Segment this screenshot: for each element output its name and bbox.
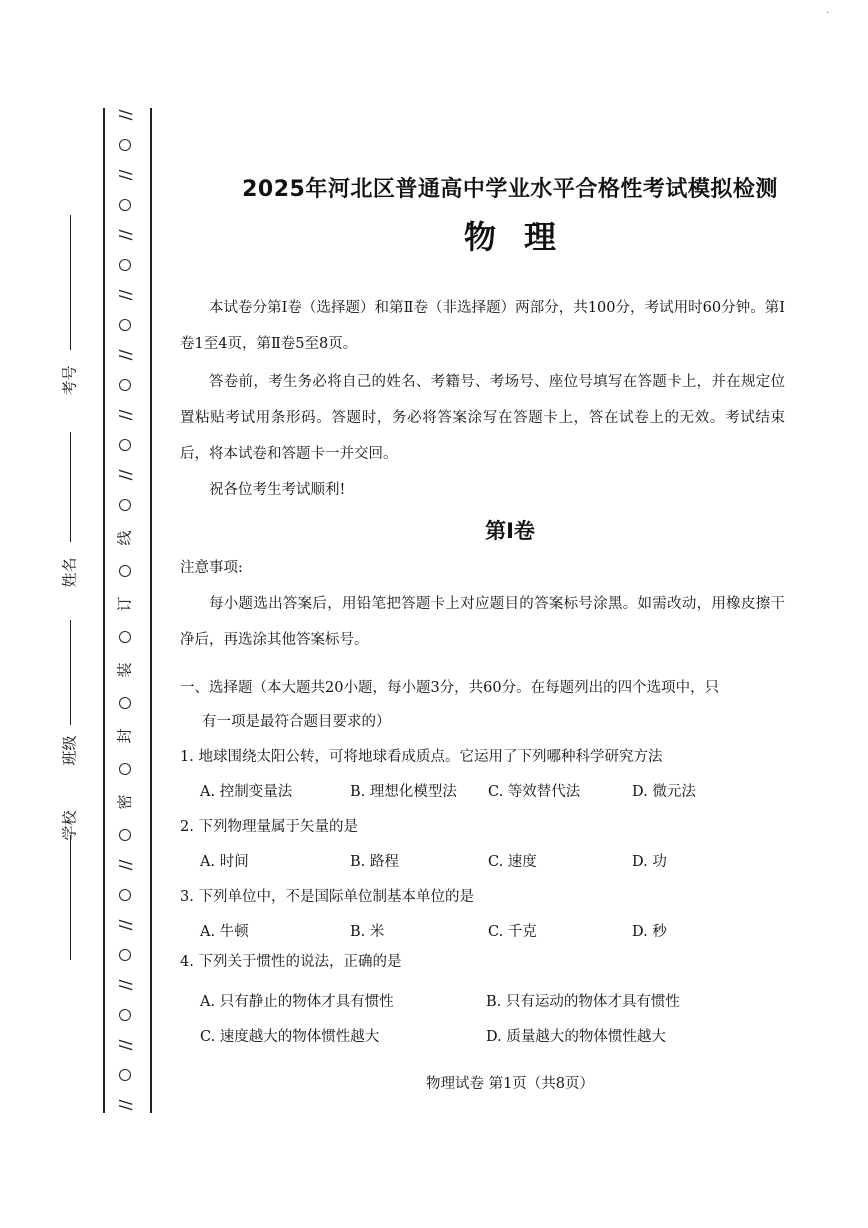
seal-slash: // <box>115 1099 134 1111</box>
intro-paragraph-1: 本试卷分第Ⅰ卷（选择题）和第Ⅱ卷（非选择题）两部分，共100分，考试用时60分钟。第Ⅰ卷1至4页，第Ⅱ卷5至8页。 <box>180 300 785 352</box>
seal-circle <box>119 259 131 271</box>
seal-circle <box>119 763 131 775</box>
corner-mark: · <box>826 8 830 19</box>
seal-circle <box>119 199 131 211</box>
seal-strip <box>110 110 140 1110</box>
seal-circle <box>119 319 131 331</box>
part-title: 第Ⅰ卷 <box>485 519 535 543</box>
seal-slash: // <box>115 289 134 301</box>
option-c[interactable]: C. 速度越大的物体惯性越大 <box>200 1029 380 1045</box>
notice-label: 注意事项: <box>180 560 243 576</box>
option-c[interactable]: C. 速度 <box>488 854 537 870</box>
seal-char-zhuang: 装 <box>115 662 134 678</box>
seal-slash: // <box>115 229 134 241</box>
exam-title: 2025年河北区普通高中学业水平合格性考试模拟检测 <box>242 177 778 202</box>
seal-circle <box>119 1069 131 1081</box>
option-a[interactable]: A. 只有静止的物体才具有惯性 <box>200 994 394 1010</box>
page-footer: 物理试卷 第1页（共8页） <box>425 1076 595 1092</box>
seal-char-mi: 密 <box>115 794 134 810</box>
binding-line-outer <box>103 108 105 1113</box>
seal-slash: // <box>115 979 134 991</box>
option-b[interactable]: B. 理想化模型法 <box>350 784 457 800</box>
intro-paragraph-3: 祝各位考生考试顺利! <box>209 482 346 498</box>
section-heading-line-2: 有一项是最符合题目要求的） <box>202 714 391 730</box>
question-stem: 2. 下列物理量属于矢量的是 <box>180 819 358 835</box>
option-c[interactable]: C. 等效替代法 <box>488 784 581 800</box>
field-line-xuexiao[interactable] <box>70 835 71 960</box>
option-c[interactable]: C. 千克 <box>488 924 537 940</box>
seal-slash: // <box>115 469 134 481</box>
seal-circle <box>119 565 131 577</box>
seal-circle <box>119 439 131 451</box>
field-line-banji[interactable] <box>70 620 71 725</box>
binding-line-inner <box>150 108 152 1113</box>
option-b[interactable]: B. 路程 <box>350 854 399 870</box>
field-label-banji: 班级 <box>60 735 79 766</box>
seal-slash: // <box>115 169 134 181</box>
question-stem: 4. 下列关于惯性的说法，正确的是 <box>180 954 402 970</box>
field-label-kaohao: 考号 <box>60 365 79 396</box>
field-line-kaohao[interactable] <box>70 215 71 350</box>
option-row <box>200 920 760 940</box>
intro-paragraph-2: 答卷前，考生务必将自己的姓名、考籍号、考场号、座位号填写在答题卡上，并在规定位置粘贴考试用条形码。答题时，务必将答案涂写在答题卡上，答在试卷上的无效。考试结束后，将本试卷和答题卡一并交回。 <box>180 374 785 462</box>
field-label-xingming: 姓名 <box>60 557 79 588</box>
option-d[interactable]: D. 秒 <box>632 924 667 940</box>
question-stem: 1. 地球围绕太阳公转，可将地球看成质点。它运用了下列哪种科学研究方法 <box>180 749 663 765</box>
seal-circle <box>119 631 131 643</box>
seal-slash: // <box>115 349 134 361</box>
field-label-xuexiao: 学校 <box>60 810 79 841</box>
seal-char-ding: 订 <box>115 596 134 612</box>
option-a[interactable]: A. 控制变量法 <box>200 784 293 800</box>
option-d[interactable]: D. 质量越大的物体惯性越大 <box>486 1029 666 1045</box>
seal-slash: // <box>115 859 134 871</box>
option-row <box>200 780 760 800</box>
question-stem: 3. 下列单位中，不是国际单位制基本单位的是 <box>180 889 474 905</box>
subject-title: 物理 <box>463 218 584 256</box>
seal-circle <box>119 1009 131 1021</box>
seal-circle <box>119 889 131 901</box>
seal-circle <box>119 139 131 151</box>
seal-char-feng: 封 <box>115 728 134 744</box>
option-a[interactable]: A. 时间 <box>200 854 249 870</box>
seal-slash: // <box>115 1039 134 1051</box>
field-line-xingming[interactable] <box>70 432 71 542</box>
seal-slash: // <box>115 919 134 931</box>
seal-circle <box>119 499 131 511</box>
option-d[interactable]: D. 功 <box>632 854 667 870</box>
option-row <box>200 850 760 870</box>
seal-circle <box>119 829 131 841</box>
seal-slash: // <box>115 109 134 121</box>
option-row <box>200 990 760 1010</box>
option-b[interactable]: B. 米 <box>350 924 385 940</box>
seal-circle <box>119 697 131 709</box>
notice-text: 每小题选出答案后，用铅笔把答题卡上对应题目的答案标号涂黑。如需改动，用橡皮擦干净后，再选涂其他答案标号。 <box>180 596 785 648</box>
option-d[interactable]: D. 微元法 <box>632 784 696 800</box>
seal-circle <box>119 379 131 391</box>
option-b[interactable]: B. 只有运动的物体才具有惯性 <box>486 994 680 1010</box>
seal-slash: // <box>115 409 134 421</box>
section-heading-line-1: 一、选择题（本大题共20小题，每小题3分，共60分。在每题列出的四个选项中，只 <box>180 680 720 696</box>
seal-char-xian: 线 <box>115 530 134 546</box>
seal-circle <box>119 949 131 961</box>
option-a[interactable]: A. 牛顿 <box>200 924 249 940</box>
option-row <box>200 1025 760 1045</box>
